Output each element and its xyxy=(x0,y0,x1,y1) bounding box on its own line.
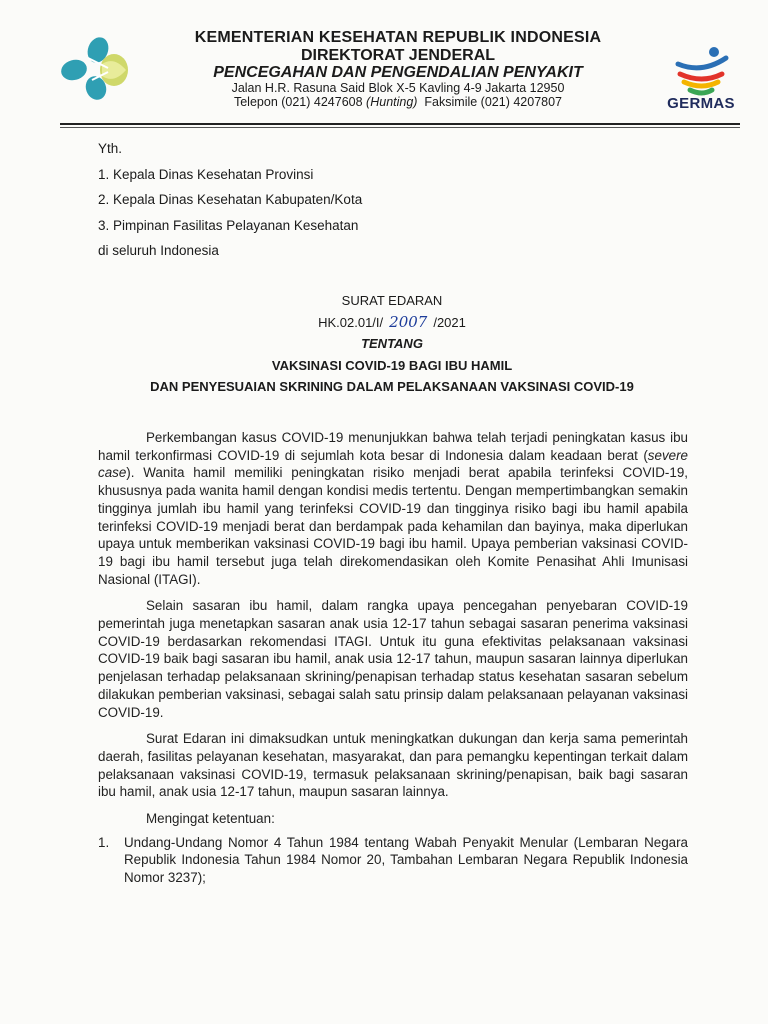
mengingat-label: Mengingat ketentuan: xyxy=(146,811,275,827)
subject-line-2: DAN PENYESUAIAN SKRINING DALAM PELAKSANAAN VAKSINASI COVID-19 xyxy=(150,379,634,394)
list-item-text: Undang-Undang Nomor 4 Tahun 1984 tentang Wabah Penyakit Menular (Lembaran Negara Republik Indonesia Tahun 1984 Nomor 20, Tambahan Lembaran Negara Republik Indonesia Nomor 3237); xyxy=(124,834,688,886)
tentang-label: TENTANG xyxy=(361,336,423,351)
document-type: SURAT EDARAN xyxy=(341,293,443,308)
addressee-item: 3. Pimpinan Fasilitas Pelayanan Kesehatan xyxy=(98,217,359,233)
header-divider-thin xyxy=(60,127,740,128)
salutation: Yth. xyxy=(98,141,123,156)
addressee-block xyxy=(98,136,362,264)
paragraph-1-text-b: ). Wanita hamil memiliki peningkatan risiko menjadi berat apabila terinfeksi COVID-19, khususnya pada wanita hamil dengan kondisi medis tertentu. Dengan mempertimbangkan semakin tingginya jumlah ibu hamil yang terinfeksi COVID-19 dan tingginya risiko bagi ibu hamil apabila terinfeksi COVID-19 menjadi berat dan berdampak pada kehamilan dan bayinya, maka diperlukan upaya untuk memberikan vaksinasi COVID-19 bagi ibu hamil. Upaya pemberian vaksinasi COVID-19 bagi ibu hamil tersebut juga telah direkomendasikan oleh Komite Penasihat Ahli Imunisasi Nasional (ITAGI). xyxy=(98,465,688,587)
title-block xyxy=(110,290,674,398)
number-prefix: HK.02.01/I/ xyxy=(318,314,384,330)
header-divider xyxy=(60,123,740,125)
addressee-item: 2. Kepala Dinas Kesehatan Kabupaten/Kota xyxy=(98,192,363,207)
number-suffix: /2021 xyxy=(433,314,466,330)
list-item-number: 1. xyxy=(98,834,110,850)
addressee-item: 1. Kepala Dinas Kesehatan Provinsi xyxy=(98,166,314,182)
phone-hunting: (Hunting) xyxy=(366,94,418,109)
addressee-location: di seluruh Indonesia xyxy=(98,243,219,258)
document-number xyxy=(110,312,674,334)
fax-number: Faksimile (021) 4207807 xyxy=(424,94,562,109)
list-item xyxy=(98,834,688,887)
office-address: Jalan H.R. Rasuna Said Blok X-5 Kavling 4-9 Jakarta 12950 xyxy=(231,80,565,95)
letterhead xyxy=(148,29,648,109)
contact-line xyxy=(148,96,648,110)
germas-label: GERMAS xyxy=(667,95,735,112)
paragraph-1-italic: severe case xyxy=(98,447,688,481)
directorate-subname: PENCEGAHAN DAN PENGENDALIAN PENYAKIT xyxy=(213,64,583,82)
directorate-name: DIREKTORAT JENDERAL xyxy=(300,46,496,64)
paragraph-1 xyxy=(98,429,688,588)
kemenkes-logo-icon xyxy=(58,34,136,100)
letter-body xyxy=(98,429,688,887)
ministry-name: KEMENTERIAN KESEHATAN REPUBLIK INDONESIA xyxy=(194,29,602,46)
paragraph-3: Surat Edaran ini dimaksudkan untuk meningkatkan dukungan dan kerja sama pemerintah daerah, fasilitas pelayanan kesehatan, masyarakat, dan para pemangku kepentingan terkait dalam pelaksanaan vaksinasi COVID-19, termasuk pelaksanaan skrining/penapisan, baik bagi sasaran ibu hamil, anak usia 12-17 tahun, maupun sasaran lainnya. xyxy=(98,731,688,800)
phone-number: Telepon (021) 4247608 xyxy=(233,94,363,109)
paragraph-1-text-a: Perkembangan kasus COVID-19 menunjukkan bahwa telah terjadi peningkatan kasus ibu hamil terkonfirmasi COVID-19 di sejumlah kota besar di Indonesia dalam keadaan berat ( xyxy=(98,430,688,463)
paragraph-2: Selain sasaran ibu hamil, dalam rangka upaya pencegahan penyebaran COVID-19 pemerintah juga menetapkan sasaran anak usia 12-17 tahun sebagai sasaran penerima vaksinasi COVID-19 berdasarkan rekomendasi ITAGI. Untuk itu guna efektivitas pelaksanaan vaksinasi COVID-19 baik bagi sasaran ibu hamil, anak usia 12-17 tahun, maupun sasaran lainnya diperlukan penjelasan terhadap pelaksanaan skrining/penapisan terhadap status kesehatan sasaran sebelum dilakukan pemberian vaksinasi, sebagai salah satu prinsip dalam pelaksanaan pelayanan vaksinasi COVID-19. xyxy=(98,598,688,720)
subject-line-1: VAKSINASI COVID-19 BAGI IBU HAMIL xyxy=(271,357,513,373)
handwritten-number: 2007 xyxy=(389,312,428,331)
